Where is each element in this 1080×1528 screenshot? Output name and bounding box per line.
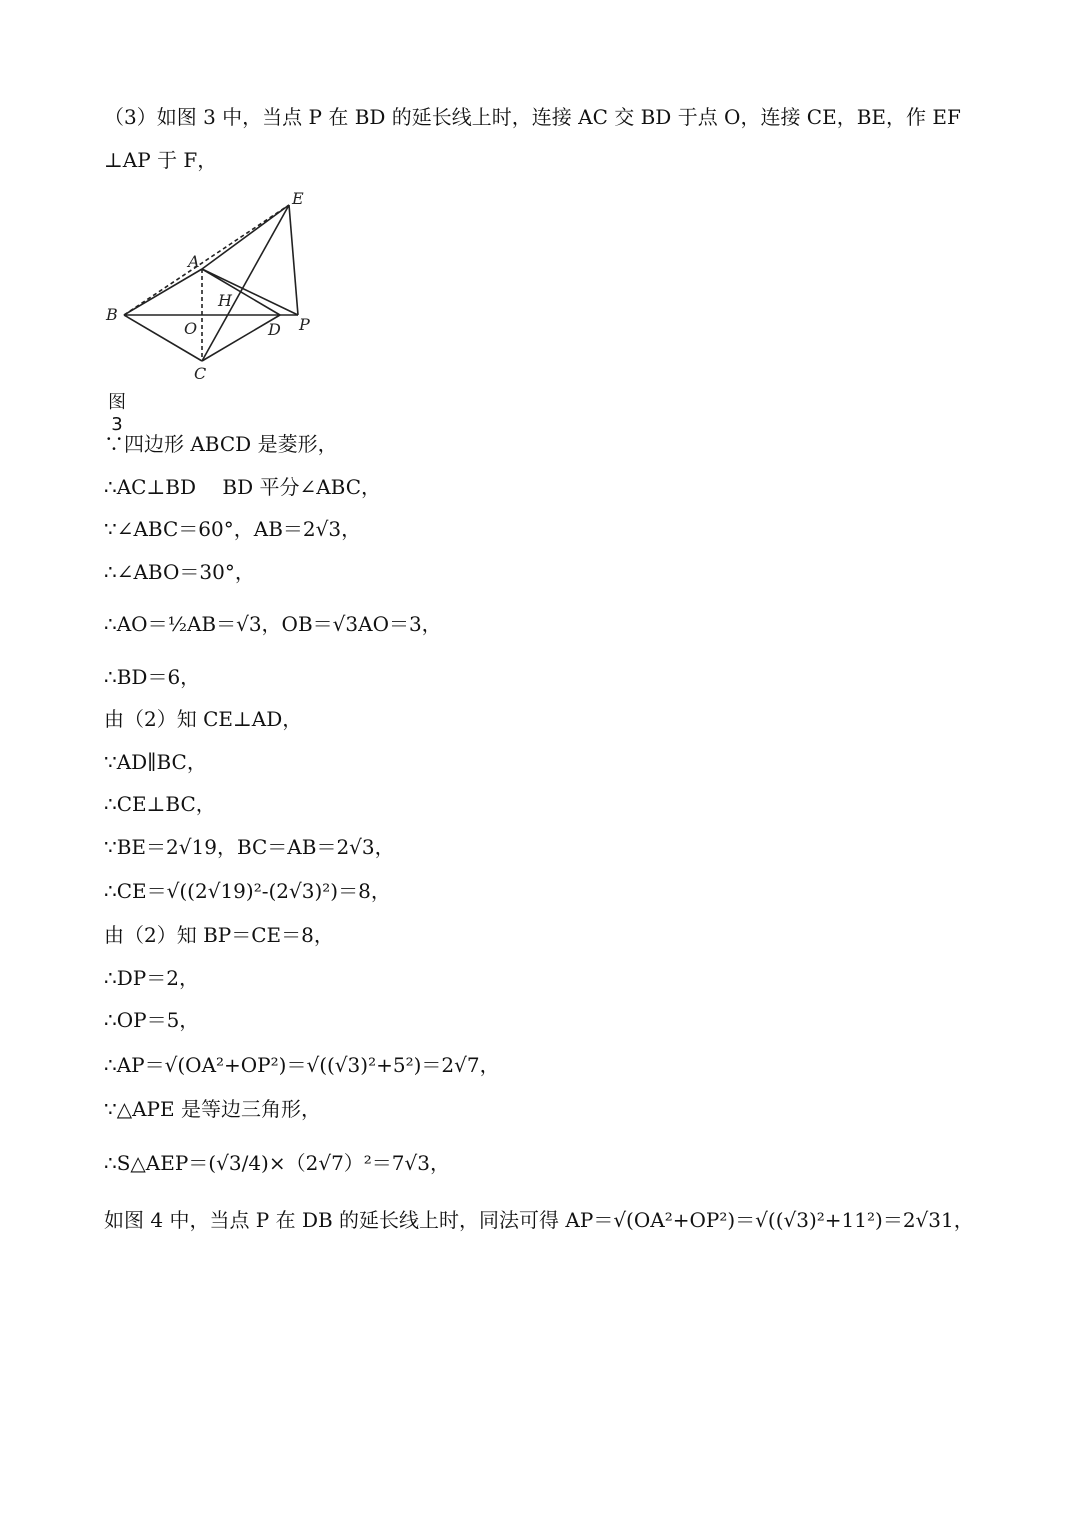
label-c: C	[194, 364, 207, 383]
label-o: O	[184, 319, 198, 338]
step-line: ∵△APE 是等边三角形，	[104, 1097, 321, 1121]
step-line: ∴∠ABO＝30°，	[104, 560, 255, 584]
step-line: ∴AO＝½AB＝√3，OB＝√3AO＝3，	[104, 612, 442, 636]
label-a: A	[188, 252, 200, 271]
step-line: ∵AD∥BC，	[104, 750, 207, 774]
step-line: ∴AP＝√(OA²+OP²)＝√((√3)²+5²)＝2√7，	[104, 1053, 500, 1077]
step-line: ∵BE＝2√19，BC＝AB＝2√3，	[104, 835, 395, 859]
geometry-figure-3	[100, 186, 332, 418]
intro-line-2: ⊥AP 于 F，	[104, 148, 218, 172]
label-b: B	[106, 305, 118, 324]
step-line: ∴BD＝6，	[104, 665, 201, 689]
label-e: E	[292, 189, 304, 208]
label-h: H	[218, 291, 232, 310]
figure-caption: 图3	[108, 392, 126, 435]
step-line: ∴AC⊥BD BD 平分∠ABC，	[104, 475, 382, 499]
intro-line-1: （3）如图 3 中，当点 P 在 BD 的延长线上时，连接 AC 交 BD 于点 O，连接 CE，BE，作 EF	[104, 105, 961, 129]
label-p: P	[299, 315, 310, 334]
step-line: ∴CE⊥BC，	[104, 792, 216, 816]
step-line: ∴OP＝5，	[104, 1008, 200, 1032]
step-line: 由（2）知 CE⊥AD，	[104, 707, 303, 731]
segment-ab	[124, 269, 202, 315]
label-d: D	[268, 320, 281, 339]
step-line: ∴CE＝√((2√19)²-(2√3)²)＝8，	[104, 879, 391, 903]
step-line: ∴DP＝2，	[104, 966, 199, 990]
step-line: ∵四边形 ABCD 是菱形，	[104, 432, 338, 456]
step-line: 由（2）知 BP＝CE＝8，	[104, 923, 334, 947]
step-line: ∴S△AEP＝(√3/4)×（2√7）²＝7√3，	[104, 1151, 451, 1175]
step-line: 如图 4 中，当点 P 在 DB 的延长线上时，同法可得 AP＝√(OA²+OP²)＝√((√3)²+11²)＝2√31，	[104, 1208, 974, 1232]
step-line: ∵∠ABC＝60°，AB＝2√3，	[104, 517, 362, 541]
rhombus-diagram	[100, 186, 332, 386]
segment-ep	[289, 205, 298, 315]
